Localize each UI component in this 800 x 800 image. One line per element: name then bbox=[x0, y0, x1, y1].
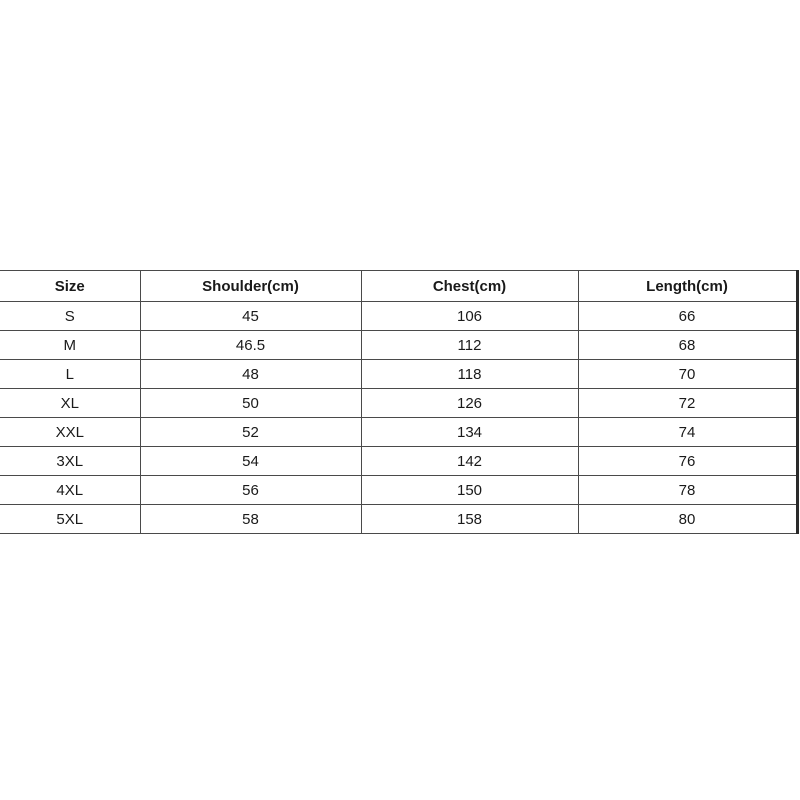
cell-chest: 112 bbox=[361, 331, 578, 360]
table-row bbox=[0, 331, 797, 360]
table-row bbox=[0, 302, 797, 331]
table-row bbox=[0, 447, 797, 476]
table-row bbox=[0, 505, 797, 534]
cell-shoulder: 50 bbox=[140, 389, 361, 418]
cell-chest: 106 bbox=[361, 302, 578, 331]
size-table bbox=[0, 270, 799, 534]
cell-size: 3XL bbox=[0, 447, 140, 476]
cell-shoulder: 48 bbox=[140, 360, 361, 389]
cell-length: 68 bbox=[578, 331, 797, 360]
cell-shoulder: 46.5 bbox=[140, 331, 361, 360]
table-header-row bbox=[0, 271, 797, 302]
table-row bbox=[0, 418, 797, 447]
cell-size: XL bbox=[0, 389, 140, 418]
cell-chest: 158 bbox=[361, 505, 578, 534]
table-row bbox=[0, 389, 797, 418]
cell-size: S bbox=[0, 302, 140, 331]
cell-chest: 118 bbox=[361, 360, 578, 389]
cell-shoulder: 58 bbox=[140, 505, 361, 534]
table-row bbox=[0, 476, 797, 505]
cell-size: L bbox=[0, 360, 140, 389]
cell-length: 74 bbox=[578, 418, 797, 447]
cell-length: 78 bbox=[578, 476, 797, 505]
header-size: Size bbox=[0, 271, 140, 302]
cell-length: 76 bbox=[578, 447, 797, 476]
header-length: Length(cm) bbox=[578, 271, 797, 302]
header-chest: Chest(cm) bbox=[361, 271, 578, 302]
cell-size: 4XL bbox=[0, 476, 140, 505]
table-row bbox=[0, 360, 797, 389]
cell-shoulder: 56 bbox=[140, 476, 361, 505]
cell-length: 80 bbox=[578, 505, 797, 534]
header-shoulder: Shoulder(cm) bbox=[140, 271, 361, 302]
cell-size: 5XL bbox=[0, 505, 140, 534]
cell-length: 72 bbox=[578, 389, 797, 418]
cell-size: M bbox=[0, 331, 140, 360]
size-chart bbox=[0, 270, 800, 532]
cell-shoulder: 54 bbox=[140, 447, 361, 476]
cell-chest: 142 bbox=[361, 447, 578, 476]
cell-chest: 126 bbox=[361, 389, 578, 418]
cell-length: 66 bbox=[578, 302, 797, 331]
cell-chest: 134 bbox=[361, 418, 578, 447]
cell-size: XXL bbox=[0, 418, 140, 447]
cell-chest: 150 bbox=[361, 476, 578, 505]
cell-length: 70 bbox=[578, 360, 797, 389]
cell-shoulder: 45 bbox=[140, 302, 361, 331]
cell-shoulder: 52 bbox=[140, 418, 361, 447]
